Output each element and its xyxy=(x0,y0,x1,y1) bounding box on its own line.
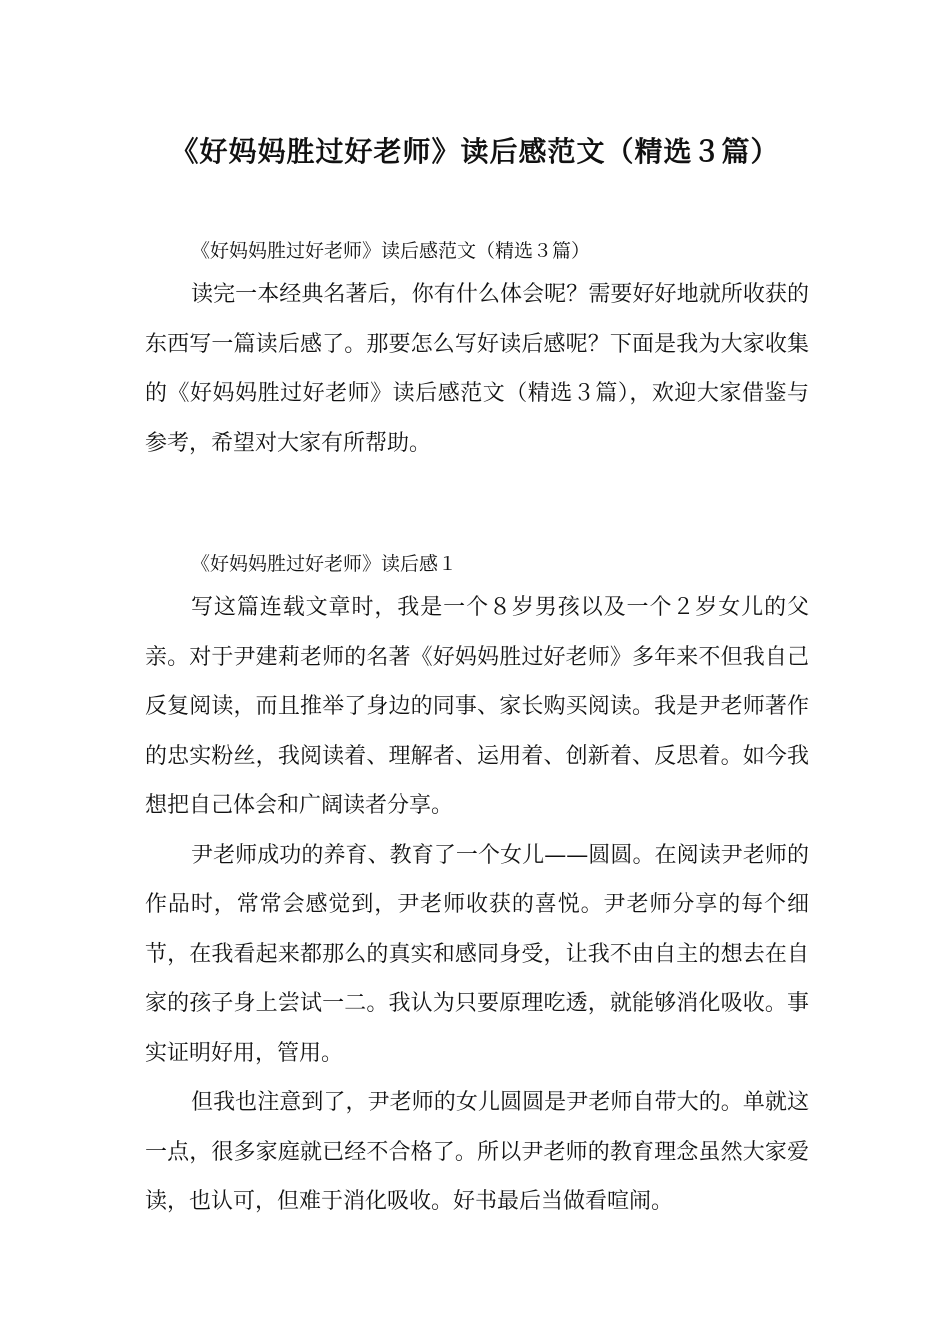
body-paragraph: 但我也注意到了，尹老师的女儿圆圆是尹老师自带大的。单就这一点，很多家庭就已经不合格了。所以尹老师的教育理念虽然大家爱读，也认可，但难于消化吸收。好书最后当做看喧闹。 xyxy=(145,1090,809,1214)
body-paragraph: 写这篇连载文章时，我是一个８岁男孩以及一个２岁女儿的父亲。对于尹建莉老师的名著《好妈妈胜过好老师》多年来不但我自己反复阅读，而且推举了身边的同事、家长购买阅读。我是尹老师著作的忠实粉丝，我阅读着、理解者、运用着、创新着、反思着。如今我想把自己体会和广阔读者分享。 xyxy=(145,595,809,818)
body-paragraph: 尹老师成功的养育、教育了一个女儿——圆圆。在阅读尹老师的作品时，常常会感觉到，尹老师收获的喜悦。尹老师分享的每个细节，在我看起来都那么的真实和感同身受，让我不由自主的想去在自家的孩子身上尝试一二。我认为只要原理吃透，就能够消化吸收。事实证明好用，管用。 xyxy=(145,842,809,1066)
section-heading: 《好妈妈胜过好老师》读后感１ xyxy=(191,553,458,575)
section-spacer xyxy=(145,468,809,545)
subtitle: 《好妈妈胜过好老师》读后感范文（精选３篇） xyxy=(191,240,591,262)
intro-paragraph: 读完一本经典名著后，你有什么体会呢？需要好好地就所收获的东西写一篇读后感了。那要怎么写好读后感呢？下面是我为大家收集的《好妈妈胜过好老师》读后感范文（精选３篇），欢迎大家借鉴与参考，希望对大家有所帮助。 xyxy=(145,282,809,456)
document-body xyxy=(145,232,809,1227)
page-title: 《好妈妈胜过好老师》读后感范文（精选３篇） xyxy=(170,135,780,168)
